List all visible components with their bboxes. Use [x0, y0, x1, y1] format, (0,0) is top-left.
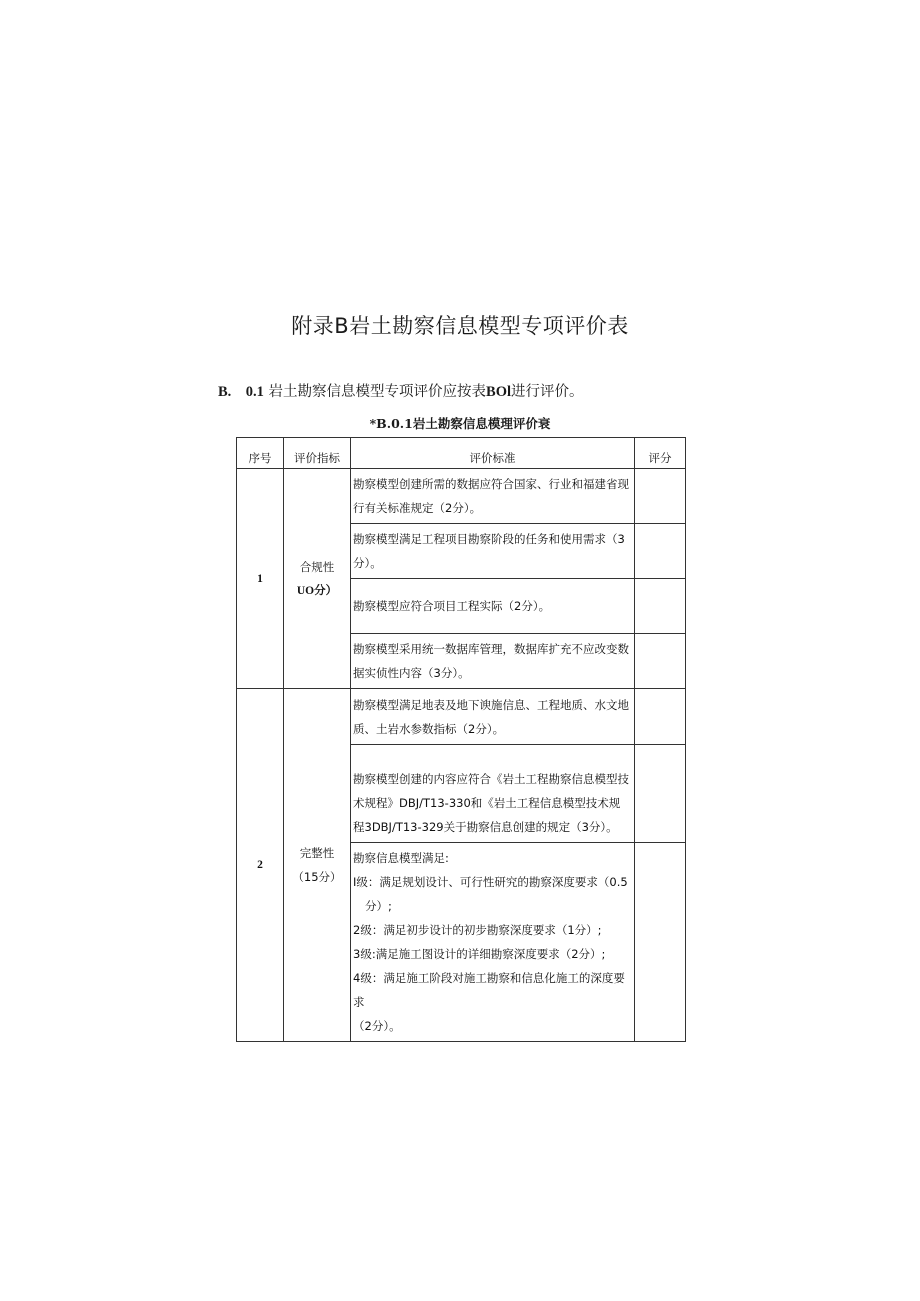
score-cell — [635, 745, 686, 843]
criterion-cell: 勘察模型创建所需的数据应符合国家、行业和福建省现行有关标准规定（2分）。 — [351, 469, 635, 524]
indicator-points: UO分） — [296, 584, 338, 597]
indicator-cell — [284, 689, 351, 1042]
clause-body: 岩土勘察信息模型专项评价应按表 — [268, 384, 487, 400]
row-number: 2 — [237, 689, 284, 1042]
level-item: I级：满足规划设计、可行性研究的勘察深度要求（0.5 — [353, 875, 628, 889]
indicator-points: （15分） — [292, 870, 342, 884]
clause-table-ref: BOl — [486, 384, 512, 400]
criterion-cell: 勘察模型满足地表及地下谀施信息、工程地质、水文地质、土岩水参数指标（2分）。 — [351, 689, 635, 745]
level-item-continued: 分）; — [365, 899, 392, 913]
criterion-cell: 勘察模型创建的内容应符合《岩土工程勘察信息模型技术规程》DBJ/T13-330和《岩土工程信息模型技术规程3DBJ/T13-329关于勘察信息创建的规定（3分）。 — [351, 745, 635, 843]
header-score: 评分 — [635, 438, 686, 469]
row-number: 1 — [237, 469, 284, 689]
criterion-levels-cell — [351, 843, 635, 1042]
level-item-continued: （2分）。 — [353, 1019, 401, 1033]
score-cell — [635, 524, 686, 579]
table-caption: *B.0.1岩土勘察信息模理评价衰 — [369, 416, 551, 431]
appendix-title: 附录B岩土勘察信息模型专项评价表 — [291, 314, 629, 338]
clause-body-end: 进行评价。 — [511, 384, 584, 400]
indicator-cell — [284, 469, 351, 689]
evaluation-table — [236, 437, 686, 1042]
criterion-cell: 勘察模型采用统一数据库管理，数据库扩充不应改变数据实侦性内容（3分）。 — [351, 634, 635, 689]
clause-text — [218, 380, 584, 401]
criterion-cell: 勘察模型应符合项目工程实际（2分）。 — [351, 579, 635, 634]
header-indicator: 评价指标 — [284, 438, 351, 469]
score-cell — [635, 843, 686, 1042]
table-header-row — [237, 438, 686, 469]
levels-intro: 勘察信息模型满足: — [353, 851, 449, 865]
score-cell — [635, 689, 686, 745]
score-cell — [635, 579, 686, 634]
score-cell — [635, 634, 686, 689]
level-item: 4级：满足施工阶段对施工勘察和信息化施工的深度要求 — [353, 971, 625, 1009]
indicator-name: 合规性 — [299, 559, 335, 574]
level-item: 3级:满足施工图设计的详细勘察深度要求（2分）; — [353, 947, 606, 961]
level-item: 2级：满足初步设计的初步勘察深度要求（1分）; — [353, 923, 602, 937]
indicator-name: 完整性 — [299, 846, 335, 860]
table-row — [237, 469, 686, 524]
header-no: 序号 — [237, 438, 284, 469]
criterion-cell: 勘察模型满足工程项目勘察阶段的任务和使用需求（3分）。 — [351, 524, 635, 579]
header-standard: 评价标准 — [351, 438, 635, 469]
table-row — [237, 689, 686, 745]
clause-number: B. 0.1 — [218, 384, 264, 400]
score-cell — [635, 469, 686, 524]
